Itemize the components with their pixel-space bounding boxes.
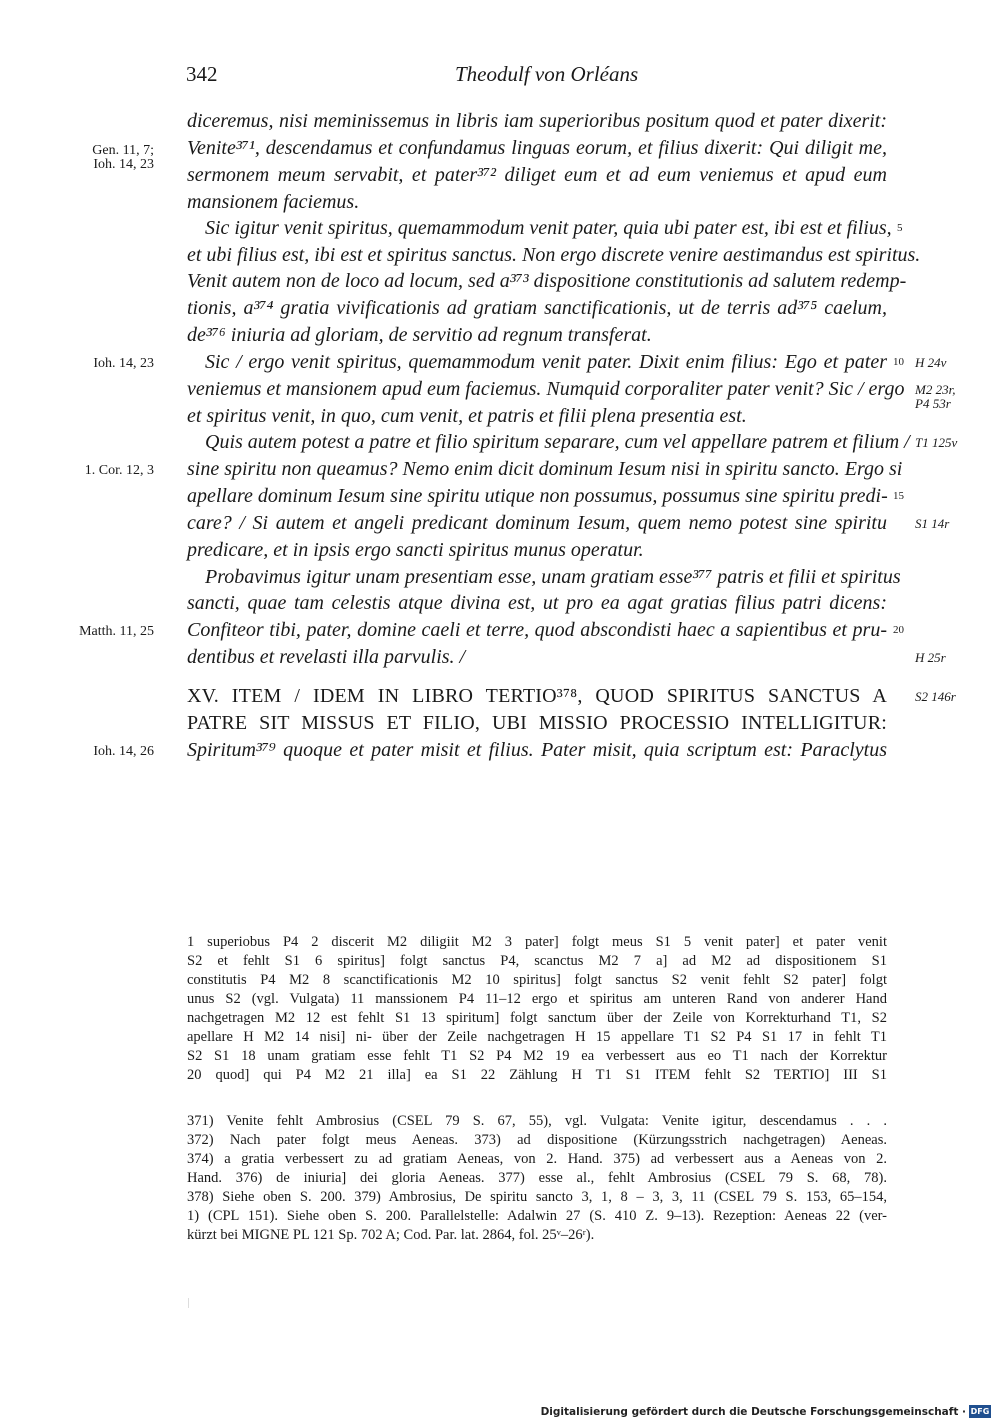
body-line: Confiteor tibi, pater, domine caeli et terre, quod abscondisti haec a sapientibus et pru-: [187, 619, 887, 641]
apparatus-line: 20 quod] qui P4 M2 21 illa] ea S1 22 Zählung H T1 S1 ITEM fehlt S2 TERTIO] III S1: [187, 1067, 887, 1083]
folio-marker: T1 125v: [915, 435, 958, 450]
body-line: et spiritus venit, in quo, cum venit, et patris et filii plena presentia est.: [187, 405, 747, 427]
body-line: veniemus et mansionem apud eum faciemus. Numquid corporaliter pater venit? Sic / ergo: [187, 378, 905, 400]
body-line: et ubi filius est, ibi est et spiritus sanctus. Non ergo discrete venire aestimandus est spiritus.: [187, 244, 921, 266]
apparatus-line: S2 et fehlt S1 6 spiritus] folgt sanctus P4, scanctus M2 7 a] ad M2 ad dispositionem S1: [187, 953, 887, 969]
body-line: Sic igitur venit spiritus, quemammodum venit pater, quia ubi pater est, ibi est et filius,: [205, 217, 892, 239]
bible-reference: Ioh. 14, 26: [93, 744, 154, 759]
source-note: 1) (CPL 151). Siehe oben S. 200. Parallelstelle: Adalwin 27 (S. 410 Z. 9–13). Rezeption: Aeneas 22 (ver-: [187, 1208, 887, 1224]
body-line: de³⁷⁶ iniuria ad gloriam, de servitio ad regnum transferat.: [187, 324, 652, 346]
body-line: sancti, quae tam celestis atque divina est, ut pro ea agat gratias filius patri dicens:: [187, 592, 887, 614]
folio-marker: S2 146r: [915, 689, 956, 704]
body-line: predicare, et in ipsis ergo sancti spiritus munus operatur.: [187, 539, 644, 561]
line-number: 5: [897, 222, 903, 234]
folio-marker: S1 14r: [915, 516, 950, 531]
source-note: kürzt bei MIGNE PL 121 Sp. 702 A; Cod. Par. lat. 2864, fol. 25ᵛ–26ʳ).: [187, 1227, 595, 1243]
line-number: 20: [893, 624, 904, 636]
body-line: sine spiritu non queamus? Nemo enim dicit dominum Iesum nisi in spiritu sancto. Ergo si: [187, 458, 903, 480]
bible-reference: Ioh. 14, 23: [93, 157, 154, 172]
body-line: mansionem faciemus.: [187, 191, 360, 213]
apparatus-line: apellare H M2 14 nisi] ni- über der Zeile nachgetragen H 15 appellare T1 S2 P4 S1 17 in fehlt T1: [187, 1029, 887, 1045]
folio-marker: M2 23r,: [915, 382, 956, 397]
page-number: 342: [186, 62, 218, 86]
body-line: Venit autem non de loco ad locum, sed a³⁷³ dispositione constitutionis ad salutem redemp-: [187, 270, 907, 292]
dfg-logo: DFG: [970, 1407, 990, 1416]
running-title: Theodulf von Orléans: [455, 62, 639, 86]
source-note: 374) a gratia verbessert zu ad gratiam Aeneas, von 2. Hand. 375) ad verbessert aus a Aeneas von 2.: [187, 1151, 887, 1167]
apparatus-line: S2 S1 18 unam gratiam esse fehlt T1 S2 P4 M2 19 ea verbessert aus eo T1 nach der Korrektur: [187, 1048, 887, 1064]
source-note: 378) Siehe oben S. 200. 379) Ambrosius, De spiritu sancto 3, 1, 8 – 3, 3, 11 (CSEL 79 S. 153, 65–154,: [187, 1189, 887, 1205]
body-line: diceremus, nisi meminissemus in libris iam superioribus positum quod et pater dixerit:: [187, 110, 887, 132]
bible-reference: Matth. 11, 25: [79, 624, 154, 639]
bible-reference: Gen. 11, 7;: [92, 143, 154, 158]
body-line: Sic / ergo venit spiritus, quemammodum venit pater. Dixit enim filius: Ego et pater: [205, 351, 887, 373]
funding-notice: Digitalisierung gefördert durch die Deutsche Forschungsgemeinschaft ·: [540, 1406, 966, 1418]
apparatus-line: nachgetragen M2 12 est fehlt S1 13 spiritum] folgt sanctum über der Zeile von Korrekturhand T1, S2: [187, 1010, 887, 1026]
scan-mark: [188, 1298, 189, 1308]
folio-marker: P4 53r: [915, 396, 951, 411]
bible-reference: 1. Cor. 12, 3: [84, 463, 154, 478]
folio-marker: H 24v: [915, 355, 947, 370]
source-note: 371) Venite fehlt Ambrosius (CSEL 79 S. 67, 55), vgl. Vulgata: Venite igitur, descendamus . . .: [187, 1113, 887, 1129]
source-note: 372) Nach pater folgt meus Aeneas. 373) ad dispositione (Kürzungsstrich nachgetragen) Aeneas.: [187, 1132, 887, 1148]
apparatus-line: constitutis P4 M2 8 scanctificationis M2 10 spiritus] folgt sanctus S2 venit fehlt S2 pater] folgt: [187, 972, 887, 988]
body-line: Venite³⁷¹, descendamus et confundamus linguas eorum, et filius dixerit: Qui diligit me,: [187, 137, 887, 159]
chapter-heading: PATRE SIT MISSUS ET FILIO, UBI MISSIO PROCESSIO INTELLIGITUR:: [187, 712, 887, 734]
chapter-heading: XV. ITEM / IDEM IN LIBRO TERTIO³⁷⁸, QUOD SPIRITUS SANCTUS A: [187, 685, 887, 707]
source-note: Hand. 376) de iniuria] dei gloria Aeneas. 377) esse al., fehlt Ambrosius (CSEL 79 S. 68, 78).: [187, 1170, 887, 1186]
body-line: Quis autem potest a patre et filio spiritum separare, cum vel appellare patrem et filium /: [205, 431, 910, 453]
line-number: 10: [893, 356, 904, 368]
body-line: dentibus et revelasti illa parvulis. /: [187, 646, 466, 668]
body-line: Spiritum³⁷⁹ quoque et pater misit et filius. Pater misit, quia scriptum est: Paraclytus: [187, 739, 887, 761]
body-line: sermonem meum servabit, et pater³⁷² diliget eum et ad eum veniemus et apud eum: [187, 164, 887, 186]
body-line: Probavimus igitur unam presentiam esse, unam gratiam esse³⁷⁷ patris et filii et spiritus: [205, 566, 901, 588]
folio-marker: H 25r: [915, 650, 946, 665]
apparatus-line: unus S2 (vgl. Vulgata) 11 manssionem P4 11–12 ergo et spiritus am unteren Rand von anderer Hand: [187, 991, 887, 1007]
body-line: apellare dominum Iesum sine spiritu utique non possumus, possumus sine spiritu predi-: [187, 485, 888, 507]
bible-reference: Ioh. 14, 23: [93, 356, 154, 371]
body-line: care? / Si autem et angeli predicant dominum Iesum, quem nemo potest sine spiritu: [187, 512, 887, 534]
body-line: tionis, a³⁷⁴ gratia vivificationis ad gratiam sanctificationis, ut de terris ad³⁷⁵ caelum,: [187, 297, 887, 319]
line-number: 15: [893, 490, 904, 502]
apparatus-line: 1 superiobus P4 2 discerit M2 diligiit M2 3 pater] folgt meus S1 5 venit pater] et pater venit: [187, 934, 887, 950]
